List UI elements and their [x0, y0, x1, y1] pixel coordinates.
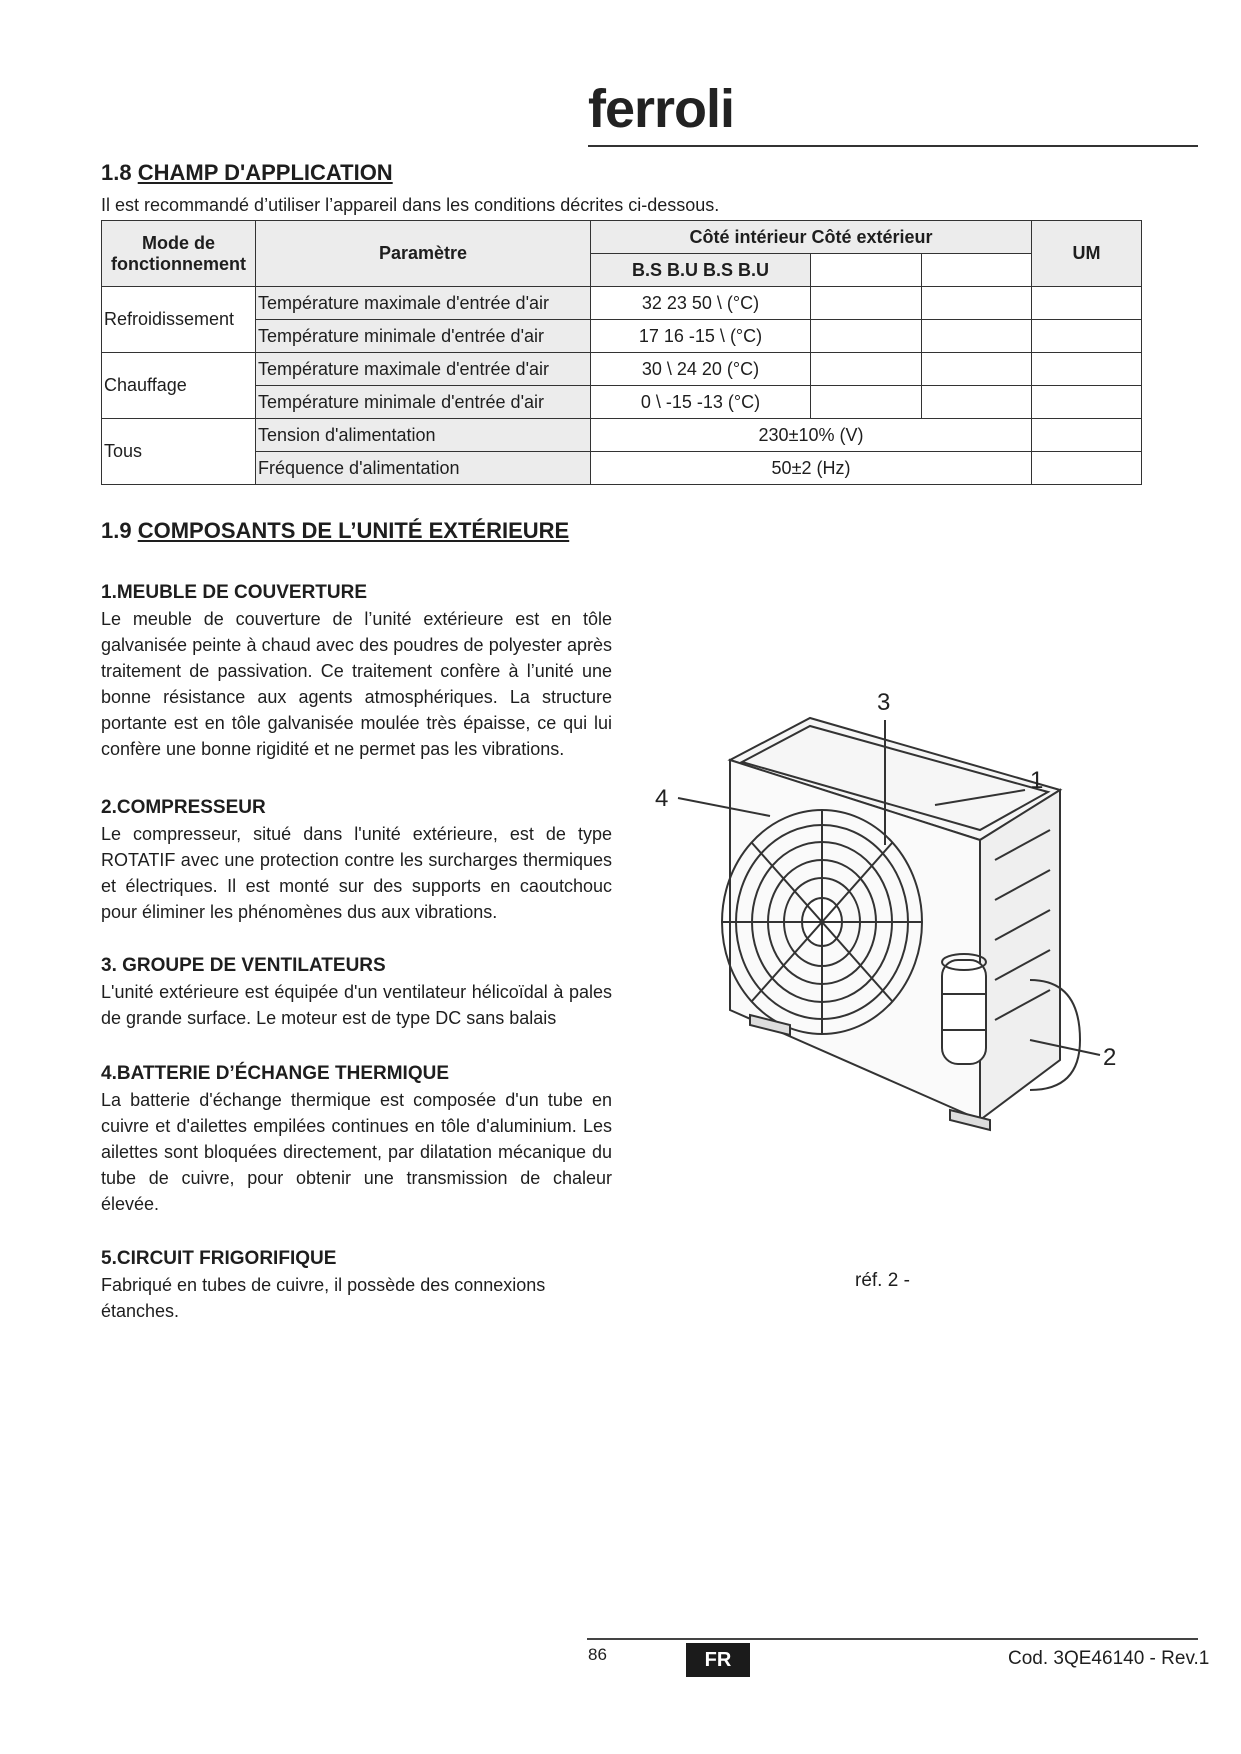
value-cell: 17 16 -15 \ (°C): [591, 320, 811, 353]
compressor-icon: [942, 954, 986, 1064]
section-number: 1.9: [101, 518, 132, 543]
section-title: COMPOSANTS DE L’UNITÉ EXTÉRIEURE: [137, 518, 570, 543]
table-cell: [922, 353, 1032, 386]
table-cell: [922, 386, 1032, 419]
brand-logo: ferroli: [588, 79, 735, 139]
header-param: Paramètre: [256, 221, 591, 287]
param-cell: Température maximale d'entrée d'air: [256, 287, 591, 320]
figure-caption: réf. 2 -: [855, 1270, 910, 1291]
table-cell: [811, 320, 922, 353]
item-title: 4.BATTERIE D’ÉCHANGE THERMIQUE: [101, 1063, 450, 1084]
item-text: Le compresseur, situé dans l'unité extérieure, est de type ROTATIF avec une protection contre les surcharges thermiques et électriques. Il est monté sur des supports en caoutchouc pour éliminer les phénomènes dus aux vibrations.: [101, 824, 612, 922]
header-sub: B.S B.U B.S B.U: [591, 254, 811, 287]
table-row: [102, 419, 1142, 452]
table-row: [102, 320, 1142, 353]
section-number: 1.8: [101, 160, 132, 185]
table-row: [102, 386, 1142, 419]
value-cell: 230±10% (V): [591, 419, 1032, 452]
table-cell: [1032, 287, 1142, 320]
section-title: CHAMP D'APPLICATION: [137, 160, 393, 185]
param-cell: Fréquence d'alimentation: [256, 452, 591, 485]
table-cell: [811, 353, 922, 386]
param-cell: Température minimale d'entrée d'air: [256, 386, 591, 419]
table-cell: [811, 386, 922, 419]
mode-cell: Refroidissement: [102, 287, 256, 353]
item-title: 5.CIRCUIT FRIGORIFIQUE: [101, 1248, 337, 1269]
callout-4: 4: [655, 785, 669, 812]
page-number: 86: [588, 1645, 607, 1664]
table-row: [102, 287, 1142, 320]
section-1-8-heading: [101, 160, 393, 186]
value-cell: 32 23 50 \ (°C): [591, 287, 811, 320]
application-conditions-table: [101, 220, 1142, 485]
item-text: Fabriqué en tubes de cuivre, il possède des connexions étanches.: [101, 1275, 546, 1321]
item-text: L'unité extérieure est équipée d'un ventilateur hélicoïdal à pales de grande surface. Le moteur est de type DC sans balais: [101, 982, 612, 1028]
callout-1: 1: [1030, 767, 1044, 794]
footer-rule: [587, 1638, 1198, 1640]
table-row: [102, 452, 1142, 485]
table-cell: [811, 287, 922, 320]
param-cell: Tension d'alimentation: [256, 419, 591, 452]
document-code: Cod. 3QE46140 - Rev.1: [1008, 1648, 1210, 1669]
value-cell: 50±2 (Hz): [591, 452, 1032, 485]
value-cell: 0 \ -15 -13 (°C): [591, 386, 811, 419]
table-cell: [922, 254, 1032, 287]
item-text: La batterie d'échange thermique est composée d'un tube en cuivre et d'ailettes empilées continues en tôle d'aluminium. Les ailettes sont bloquées directement, par dilatation mécanique du tube de cuivre, pour obtenir une transmission de chaleur élevée.: [101, 1090, 612, 1214]
table-cell: [811, 254, 922, 287]
value-cell: 30 \ 24 20 (°C): [591, 353, 811, 386]
param-cell: Température minimale d'entrée d'air: [256, 320, 591, 353]
callout-3: 3: [877, 689, 891, 716]
table-cell: [1032, 452, 1142, 485]
table-row: [102, 353, 1142, 386]
header-rule: [588, 145, 1198, 147]
section-1-8-intro: Il est recommandé d’utiliser l’appareil dans les conditions décrites ci-dessous.: [101, 195, 720, 215]
fan-icon: [722, 810, 922, 1034]
side-face: [980, 790, 1060, 1120]
mode-cell: Tous: [102, 419, 256, 485]
section-1-9-heading: [101, 518, 569, 544]
item-title: 3. GROUPE DE VENTILATEURS: [101, 955, 386, 976]
header-sides: Côté intérieur Côté extérieur: [591, 221, 1032, 254]
table-cell: [1032, 386, 1142, 419]
mode-cell: Chauffage: [102, 353, 256, 419]
table-cell: [922, 320, 1032, 353]
item-title: 2.COMPRESSEUR: [101, 797, 266, 818]
item-text: Le meuble de couverture de l’unité extérieure est en tôle galvanisée peinte à chaud avec des poudres de polyester après traitement de passivation. Ce traitement confère à l’unité une bonne résistance aux agents atmosphériques. La structure portante est en tôle galvanisée moulée très épaisse, ce qui lui confère une bonne rigidité et ne permet pas les vibrations.: [101, 609, 612, 759]
table-cell: [1032, 419, 1142, 452]
table-cell: [1032, 320, 1142, 353]
param-cell: Température maximale d'entrée d'air: [256, 353, 591, 386]
header-mode: Mode de fonctionnement: [102, 221, 256, 287]
header-um: UM: [1032, 221, 1142, 287]
outdoor-unit-figure: [650, 680, 1170, 1150]
callout-2: 2: [1103, 1044, 1117, 1071]
language-badge: FR: [686, 1643, 750, 1677]
table-cell: [1032, 353, 1142, 386]
item-title: 1.MEUBLE DE COUVERTURE: [101, 582, 368, 603]
table-cell: [922, 287, 1032, 320]
